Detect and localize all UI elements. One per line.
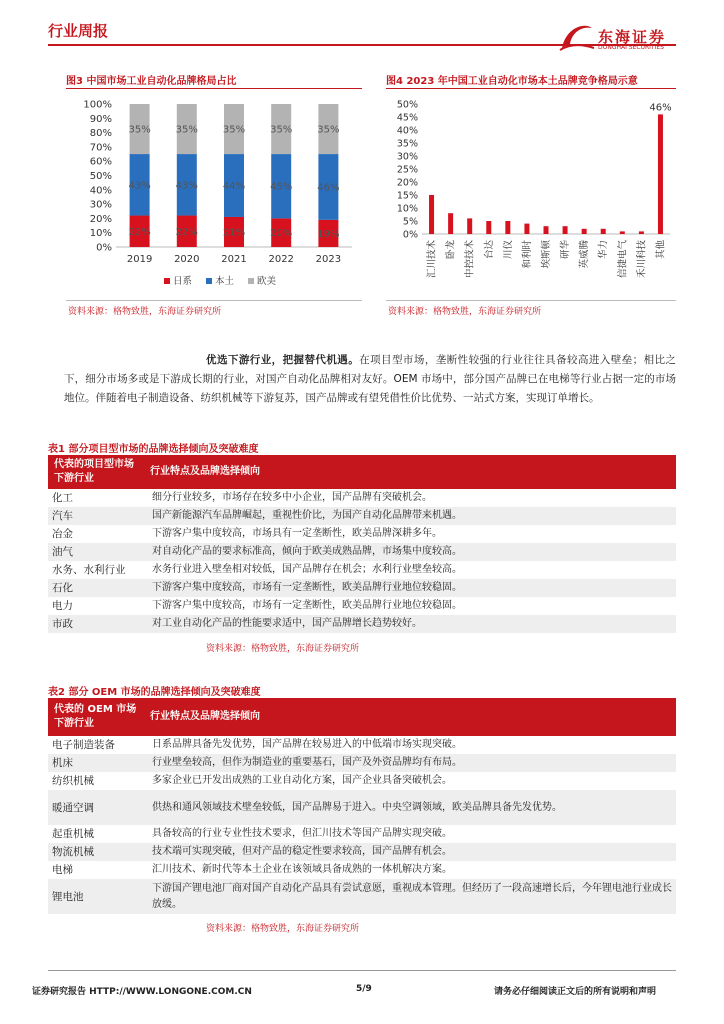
y-tick-label: 50%	[89, 171, 112, 182]
table2-header-col1: 代表的 OEM 市场下游行业	[48, 698, 144, 736]
table1	[48, 455, 676, 633]
table-cell-description: 水务行业进入壁垒相对较低，国产品牌存在机会；水利行业壁垒较高。	[152, 564, 462, 575]
table-row	[48, 561, 676, 579]
x-tick-label: 卧龙	[445, 240, 457, 260]
footer-disclaimer: 请务必仔细阅读正文后的所有说明和声明	[494, 987, 657, 997]
x-tick-label: 2019	[126, 254, 153, 265]
figure4-source: 资料来源：格物致胜，东海证券研究所	[388, 307, 542, 317]
y-tick-label: 35%	[396, 138, 418, 150]
table-cell-industry: 起重机械	[52, 828, 94, 840]
table-row	[48, 579, 676, 597]
bar	[429, 195, 434, 234]
table-row	[48, 489, 676, 507]
table2-header-col2: 行业特点及品牌选择倾向	[144, 698, 676, 736]
table-cell-industry: 化工	[52, 492, 73, 504]
y-tick-label: 80%	[89, 128, 112, 140]
figure3-source-rule	[66, 300, 362, 301]
figure4-title: 图4 2023 年中国工业自动化市场本土品牌竞争格局示意	[386, 76, 638, 87]
data-label: 44%	[222, 181, 246, 193]
data-label: 35%	[128, 124, 151, 136]
table1-title: 表1 部分项目型市场的品牌选择倾向及突破难度	[48, 444, 259, 455]
x-tick-label: 汇川技术	[426, 240, 438, 279]
table-row	[48, 754, 676, 772]
x-tick-label: 华力	[598, 240, 610, 260]
table-cell-description: 下游客户集中度较高，市场具有一定垄断性，欧美品牌深耕多年。	[152, 528, 442, 539]
data-label: 35%	[270, 124, 293, 136]
y-tick-label: 10%	[396, 203, 418, 215]
data-label: 43%	[175, 180, 198, 192]
data-label: 21%	[222, 227, 246, 239]
table-cell-description: 具备较高的行业专业性技术要求，但汇川技术等国产品牌实现突破。	[152, 828, 452, 839]
y-tick-label: 40%	[89, 185, 112, 197]
y-tick-label: 30%	[396, 151, 418, 163]
bar	[620, 231, 625, 234]
table1-header-col1: 代表的项目型市场下游行业	[48, 455, 144, 489]
data-label: 43%	[128, 180, 151, 192]
y-tick-label: 25%	[396, 164, 418, 176]
page-number: 5/9	[356, 984, 372, 994]
table-row	[48, 861, 676, 879]
y-tick-label: 40%	[396, 125, 418, 137]
figure3-title: 图3 中国市场工业自动化品牌格局占比	[66, 76, 237, 87]
x-tick-label: 川仪	[502, 240, 514, 260]
y-tick-label: 15%	[396, 190, 418, 202]
y-tick-label: 20%	[396, 177, 418, 189]
table-row	[48, 772, 676, 790]
table-cell-description: 日系品牌具备先发优势，国产品牌在较易进入的中低端市场实现突破。	[152, 739, 462, 750]
legend-label: 欧美	[257, 276, 277, 287]
y-tick-label: 30%	[89, 199, 112, 211]
table-cell-industry: 电梯	[52, 864, 73, 876]
section-title: 行业周报	[48, 22, 109, 40]
footer-rule	[48, 970, 676, 971]
bar	[524, 224, 529, 234]
table-row	[48, 825, 676, 843]
data-label: 46%	[317, 182, 340, 194]
x-tick-label: 2021	[221, 254, 247, 265]
table-row	[48, 597, 676, 615]
table-cell-description: 对自动化产品的要求标准高，倾向于欧美成熟品牌，市场集中度较高。	[144, 543, 676, 561]
figure4-source-rule	[386, 300, 676, 301]
figure3-title-rule	[66, 88, 362, 89]
table-cell-industry: 暖通空调	[48, 790, 144, 825]
table-cell-description: 供热和通风领域技术壁垒较低，国产品牌易于进入。中央空调领域，欧美品牌具备先发优势。	[144, 790, 676, 825]
y-tick-label: 60%	[89, 156, 112, 168]
table-cell-description: 技术端可实现突破，但对产品的稳定性要求较高，国产品牌有机会。	[144, 843, 676, 861]
legend-swatch	[164, 278, 170, 284]
table-cell-industry: 电子制造装备	[52, 739, 115, 751]
table-row	[48, 736, 676, 754]
x-tick-label: 2022	[268, 254, 294, 265]
table-cell-description: 下游客户集中度较高，市场有一定垄断性，欧美品牌行业地位较稳固。	[144, 579, 676, 597]
data-label: 45%	[270, 181, 293, 193]
table-cell-industry: 锂电池	[48, 879, 144, 914]
table-row	[48, 843, 676, 861]
data-label: 22%	[175, 226, 198, 238]
legend-swatch	[206, 278, 212, 284]
y-tick-label: 50%	[396, 99, 418, 111]
logo-subtext: DONGHAI SECURITIES	[598, 44, 664, 51]
y-tick-label: 0%	[96, 242, 112, 254]
table-cell-industry: 机床	[48, 754, 144, 772]
body-paragraph	[64, 351, 676, 408]
bar	[505, 221, 510, 234]
x-tick-label: 中控技术	[464, 240, 476, 279]
y-tick-label: 45%	[396, 112, 418, 124]
table-row	[48, 879, 676, 914]
bar	[486, 221, 491, 234]
bar	[658, 114, 663, 234]
legend-label: 日系	[173, 276, 193, 287]
footer-left[interactable]: 证券研究报告 HTTP://WWW.LONGONE.COM.CN	[32, 987, 252, 997]
table2	[48, 698, 676, 914]
table-cell-description: 多家企业已开发出成熟的工业自动化方案，国产企业具备突破机会。	[152, 775, 452, 786]
y-tick-label: 5%	[402, 216, 418, 228]
table-cell-description: 国产新能源汽车品牌崛起，重视性价比，为国产自动化品牌带来机遇。	[144, 507, 676, 525]
data-label: 35%	[175, 124, 198, 136]
table-row	[48, 525, 676, 543]
table-cell-industry: 冶金	[52, 528, 73, 540]
x-tick-label: 埃斯顿	[541, 240, 552, 269]
table-cell-industry: 物流机械	[48, 843, 144, 861]
x-tick-label: 2023	[315, 254, 342, 265]
table-cell-industry: 水务、水利行业	[52, 564, 126, 576]
table-cell-description: 细分行业较多，市场存在较多中小企业，国产品牌有突破机会。	[152, 492, 432, 503]
table-cell-description: 下游国产锂电池厂商对国产自动化产品具有尝试意愿，重视成本管理。但经历了一段高速增长后，今年锂电池行业成长放缓。	[144, 879, 676, 914]
donghai-logo-icon	[556, 18, 596, 54]
table-cell-industry: 市政	[48, 615, 144, 633]
table-cell-industry: 汽车	[48, 507, 144, 525]
x-tick-label: 其他	[655, 240, 667, 260]
table-cell-industry: 油气	[48, 543, 144, 561]
table-row	[48, 790, 676, 825]
x-tick-label: 2020	[174, 254, 200, 265]
table1-source: 资料来源：格物致胜，东海证券研究所	[206, 644, 360, 654]
x-tick-label: 和利时	[521, 240, 533, 269]
table-row	[48, 615, 676, 633]
y-tick-label: 70%	[89, 142, 112, 154]
y-tick-label: 20%	[89, 213, 112, 225]
table-cell-industry: 石化	[48, 579, 144, 597]
bar	[544, 226, 549, 234]
table-cell-description: 下游客户集中度较高，市场有一定垄断性，欧美品牌行业地位较稳固。	[152, 600, 462, 611]
table2-source: 资料来源：格物致胜，东海证券研究所	[206, 924, 360, 934]
data-label: 35%	[222, 124, 246, 136]
bar	[467, 218, 472, 234]
logo-text: 东海证券	[598, 28, 667, 46]
legend-label: 本土	[215, 276, 235, 287]
x-tick-label: 禾川科技	[636, 240, 648, 279]
bar	[563, 226, 568, 234]
data-label: 46%	[649, 102, 672, 114]
x-tick-label: 台达	[483, 240, 495, 260]
bar	[582, 229, 587, 234]
table-cell-description: 行业壁垒较高，但作为制造业的重要基石，国产及外资品牌均有布局。	[144, 754, 676, 772]
paragraph-lead: 优选下游行业，把握替代机遇。	[206, 354, 360, 366]
bar	[639, 231, 644, 234]
figure3-source: 资料来源：格物致胜，东海证券研究所	[68, 307, 222, 317]
table-cell-industry: 纺织机械	[52, 775, 94, 787]
table-row	[48, 507, 676, 525]
table-cell-description: 对工业自动化产品的性能要求适中，国产品牌增长趋势较好。	[144, 615, 676, 633]
data-label: 20%	[270, 228, 293, 240]
x-tick-label: 英威腾	[579, 240, 591, 269]
x-tick-label: 研华	[560, 240, 572, 260]
y-tick-label: 10%	[89, 228, 112, 240]
figure3-chart	[66, 92, 366, 292]
legend-swatch	[248, 278, 254, 284]
data-label: 35%	[317, 124, 340, 136]
y-tick-label: 100%	[83, 99, 112, 111]
table1-header-col2: 行业特点及品牌选择倾向	[144, 455, 676, 489]
figure4-title-rule	[386, 88, 676, 89]
bar	[601, 229, 606, 234]
y-tick-label: 0%	[402, 229, 418, 241]
y-tick-label: 90%	[89, 113, 112, 125]
data-label: 22%	[128, 226, 151, 238]
table-cell-description: 汇川技术、新时代等本土企业在该领域具备成熟的一体机解决方案。	[152, 864, 452, 875]
figure4-chart	[386, 92, 680, 300]
data-label: 19%	[317, 228, 340, 240]
table-row	[48, 543, 676, 561]
table2-title: 表2 部分 OEM 市场的品牌选择倾向及突破难度	[48, 687, 261, 698]
paragraph-body: 在项目型市场，垄断性较强的行业往往具备较高进入壁垒；相比之下，细分市场多或是下游成长期的行业，对国产自动化品牌相对友好。OEM 市场中，部分国产品牌已在电梯等行业占据一定的市场地位。伴随着电子制造设备、纺织机械等下游复苏，国产品牌或有望凭借性价比优势、一站式方案，实现订单增长。	[64, 354, 677, 404]
x-tick-label: 信捷电气	[617, 239, 629, 279]
table-cell-industry: 电力	[52, 600, 73, 612]
bar	[448, 213, 453, 234]
